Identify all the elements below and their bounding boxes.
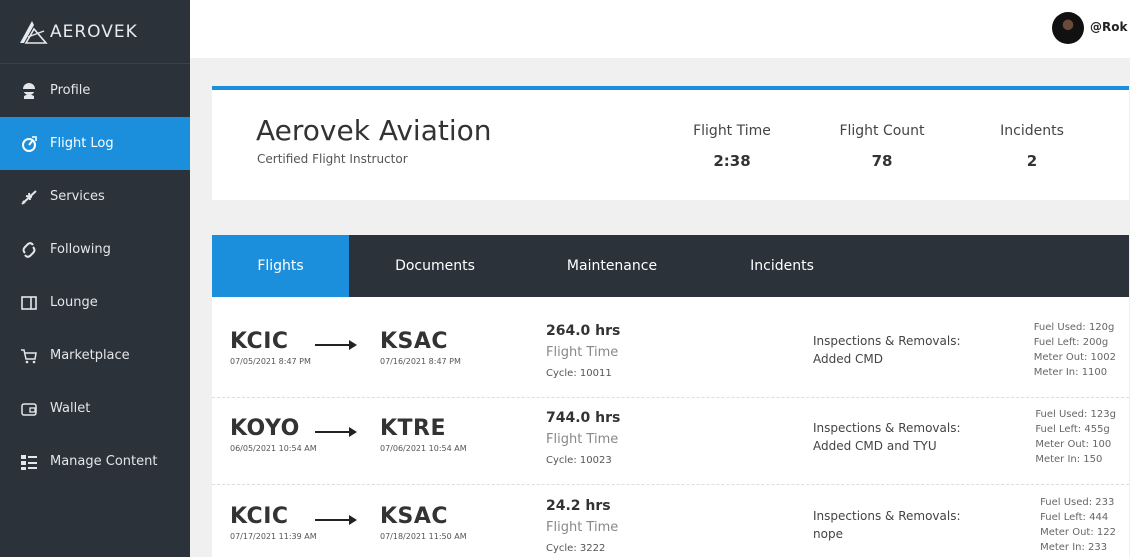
fuel-meter-info xyxy=(1034,320,1116,380)
sidebar xyxy=(0,0,190,557)
inspections-label: Inspections & Removals: xyxy=(813,509,961,523)
meter-in: Meter In: 233 xyxy=(1040,542,1108,553)
flights-list xyxy=(212,297,1129,557)
wallet-icon xyxy=(20,400,38,418)
flight-hours: 264.0 hrs xyxy=(546,323,621,339)
sidebar-item-wallet[interactable] xyxy=(0,382,190,435)
tabs-bar xyxy=(212,235,1129,297)
sidebar-item-flight-log[interactable] xyxy=(0,117,190,170)
fuel-used: Fuel Used: 233 xyxy=(1040,497,1115,508)
meter-out: Meter Out: 100 xyxy=(1035,439,1112,450)
flight-hours-label: Flight Time xyxy=(546,432,619,447)
company-name: Aerovek Aviation xyxy=(256,114,492,147)
driver-icon xyxy=(20,82,38,100)
destination-date: 07/06/2021 10:54 AM xyxy=(380,444,467,453)
fuel-left: Fuel Left: 455g xyxy=(1035,424,1110,435)
tab-maintenance[interactable]: Maintenance xyxy=(566,258,658,274)
fuel-left: Fuel Left: 200g xyxy=(1033,337,1109,348)
flight-hours: 24.2 hrs xyxy=(546,498,611,514)
cycle-text: Cycle: 3222 xyxy=(546,543,606,554)
logo[interactable] xyxy=(0,0,190,64)
origin-date: 07/17/2021 11:39 AM xyxy=(230,532,317,541)
flight-row[interactable] xyxy=(212,399,1129,485)
destination-code: KSAC xyxy=(380,329,449,354)
monitor-icon xyxy=(20,294,38,312)
inspections-value: Added CMD and TYU xyxy=(813,439,937,453)
inspections-label: Inspections & Removals: xyxy=(813,334,961,348)
aerovek-logo-icon xyxy=(18,19,48,45)
logo-text: AEROVEK xyxy=(50,21,138,42)
cart-icon xyxy=(20,347,38,365)
sidebar-item-label: Wallet xyxy=(50,401,91,416)
sidebar-item-marketplace[interactable] xyxy=(0,329,190,382)
fuel-used: Fuel Used: 120g xyxy=(1033,322,1115,333)
stat-flight-time-value: 2:38 xyxy=(713,152,751,170)
plane-icon xyxy=(20,188,38,206)
compass-icon xyxy=(20,135,38,153)
inspections-label: Inspections & Removals: xyxy=(813,421,961,435)
stat-flight-count-value: 78 xyxy=(871,152,893,170)
username[interactable]: @Rok xyxy=(1090,20,1128,34)
stat-flight-time-label: Flight Time xyxy=(693,123,771,139)
fuel-meter-info xyxy=(1040,495,1116,555)
tab-flights[interactable]: Flights xyxy=(212,235,349,297)
avatar[interactable] xyxy=(1052,12,1084,44)
link-icon xyxy=(20,241,38,259)
flight-hours-label: Flight Time xyxy=(546,345,619,360)
inspections-value: Added CMD xyxy=(813,352,884,366)
sidebar-item-label: Lounge xyxy=(50,295,98,310)
fuel-left: Fuel Left: 444 xyxy=(1040,512,1109,523)
origin-code: KOYO xyxy=(230,416,300,441)
sidebar-item-label: Following xyxy=(50,242,111,257)
flight-row[interactable] xyxy=(212,487,1129,557)
origin-date: 06/05/2021 10:54 AM xyxy=(230,444,317,453)
sidebar-item-label: Flight Log xyxy=(50,136,114,151)
destination-date: 07/18/2021 11:50 AM xyxy=(380,532,467,541)
meter-out: Meter Out: 122 xyxy=(1040,527,1116,538)
flight-hours: 744.0 hrs xyxy=(546,410,621,426)
sidebar-item-label: Marketplace xyxy=(50,348,130,363)
stat-incidents-value: 2 xyxy=(1026,152,1038,170)
sidebar-item-manage-content[interactable] xyxy=(0,435,190,488)
sidebar-item-label: Profile xyxy=(50,83,91,98)
destination-code: KSAC xyxy=(380,504,449,529)
top-bar xyxy=(190,0,1130,58)
arrow-right-icon xyxy=(315,340,357,350)
tab-documents[interactable]: Documents xyxy=(395,258,475,274)
tab-incidents[interactable]: Incidents xyxy=(750,258,814,274)
stat-flight-count-label: Flight Count xyxy=(839,123,925,139)
flight-row[interactable] xyxy=(212,312,1129,398)
origin-code: KCIC xyxy=(230,329,289,354)
sidebar-item-following[interactable] xyxy=(0,223,190,276)
meter-out: Meter Out: 1002 xyxy=(1033,352,1116,363)
role-text: Certified Flight Instructor xyxy=(257,152,408,166)
sidebar-item-label: Manage Content xyxy=(50,454,158,469)
meter-in: Meter In: 150 xyxy=(1035,454,1103,465)
cycle-text: Cycle: 10023 xyxy=(546,455,612,466)
meter-in: Meter In: 1100 xyxy=(1033,367,1108,378)
sidebar-item-lounge[interactable] xyxy=(0,276,190,329)
sidebar-item-label: Services xyxy=(50,189,105,204)
sidebar-item-profile[interactable] xyxy=(0,64,190,117)
cycle-text: Cycle: 10011 xyxy=(546,368,612,379)
inspections-value: nope xyxy=(813,527,843,541)
origin-date: 07/05/2021 8:47 PM xyxy=(230,357,311,366)
profile-summary-card xyxy=(212,86,1129,200)
arrow-right-icon xyxy=(315,427,357,437)
fuel-meter-info xyxy=(1035,407,1116,467)
destination-date: 07/16/2021 8:47 PM xyxy=(380,357,461,366)
destination-code: KTRE xyxy=(380,416,447,441)
arrow-right-icon xyxy=(315,515,357,525)
flight-hours-label: Flight Time xyxy=(546,520,619,535)
fuel-used: Fuel Used: 123g xyxy=(1035,409,1116,420)
list-icon xyxy=(20,453,38,471)
sidebar-item-services[interactable] xyxy=(0,170,190,223)
origin-code: KCIC xyxy=(230,504,289,529)
stat-incidents-label: Incidents xyxy=(1000,123,1064,139)
